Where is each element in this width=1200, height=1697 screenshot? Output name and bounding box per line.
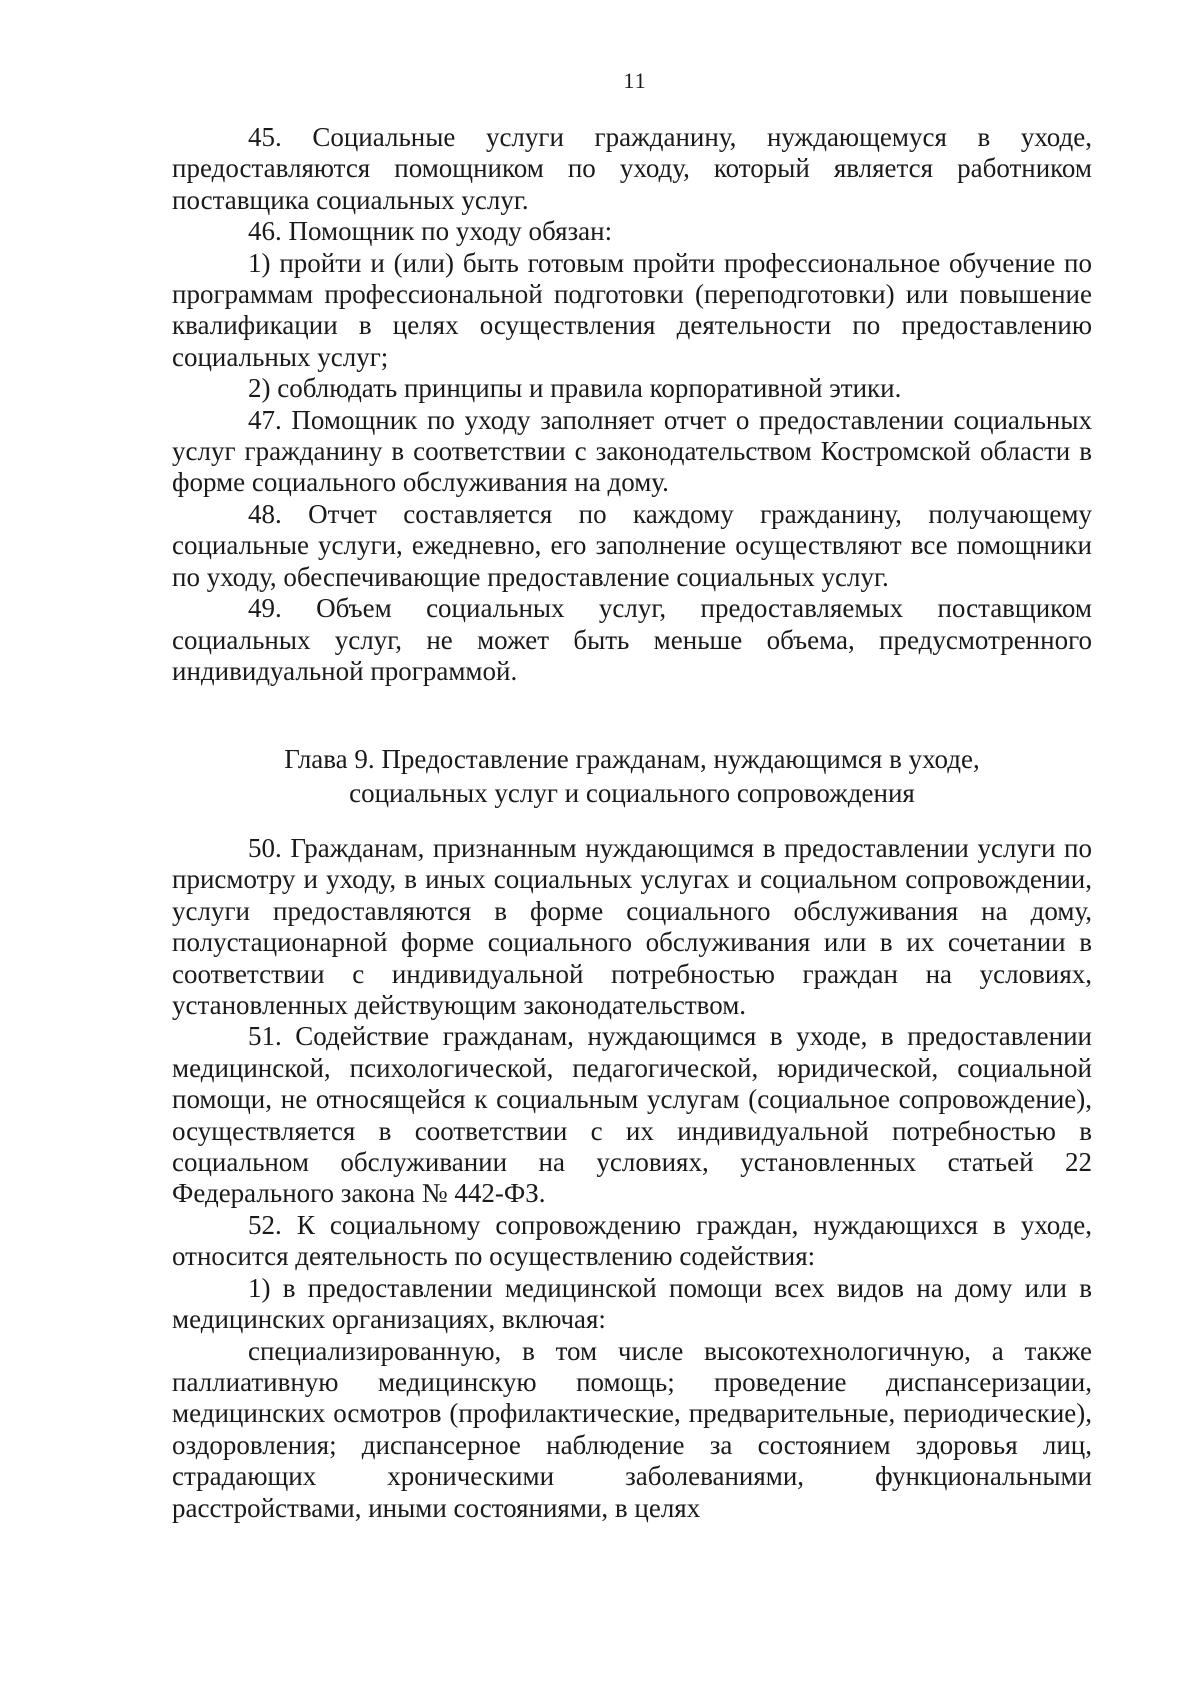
- paragraph-45: 45. Социальные услуги гражданину, нуждающемуся в уходе, предоставляются помощником по уходу, который является работником поставщика социальных услуг.: [172, 122, 1092, 215]
- chapter-heading: [172, 742, 1092, 810]
- paragraph-46: 46. Помощник по уходу обязан:: [248, 216, 613, 247]
- paragraph-52: 52. К социальному сопровождению граждан, нуждающихся в уходе, относится деятельность по осуществлению содействия:: [172, 1209, 1092, 1272]
- paragraph-46-item-1: 1) пройти и (или) быть готовым пройти профессиональное обучение по программам профессиональной подготовки (переподготовки) или повышение квалификации в целях осуществления деятельности по предоставлению социальных услуг;: [172, 247, 1092, 372]
- section-paragraphs-50-52: [172, 833, 1092, 1524]
- paragraph-46-item-2: 2) соблюдать принципы и правила корпоративной этики.: [248, 373, 902, 404]
- paragraph-50: 50. Гражданам, признанным нуждающимся в предоставлении услуги по присмотру и уходу, в иных социальных услугах и социальном сопровождении, услуги предоставляются в форме социального обслуживания на дому, полустационарной форме социального обслуживания или в их сочетании в соответствии с индивидуальной потребностью граждан на условиях, установленных действующим законодательством.: [172, 833, 1092, 1021]
- paragraph-52-item-1-detail: специализированную, в том числе высокотехнологичную, а также паллиативную медицинскую помощь; проведение диспансеризации, медицинских осмотров (профилактические, предварительные, периодические), оздоровления; диспансерное наблюдение за состоянием здоровья лиц, страдающих хроническими заболеваниями, функциональными расстройствами, иными состояниями, в целях: [172, 1335, 1092, 1523]
- paragraph-49: 49. Объем социальных услуг, предоставляемых поставщиком социальных услуг, не может быть меньше объема, предусмотренного индивидуальной программой.: [172, 593, 1092, 686]
- section-paragraphs-45-49: [172, 122, 1092, 687]
- page-number: 11: [623, 68, 647, 93]
- paragraph-48: 48. Отчет составляется по каждому гражданину, получающему социальные услуги, ежедневно, его заполнение осуществляют все помощники по уходу, обеспечивающие предоставление социальных услуг.: [172, 498, 1092, 592]
- paragraph-47: 47. Помощник по уходу заполняет отчет о предоставлении социальных услуг гражданину в соответствии с законодательством Костромской области в форме социального обслуживания на дому.: [172, 404, 1092, 498]
- chapter-heading-line-2: социальных услуг и социального сопровождения: [349, 778, 915, 808]
- paragraph-52-item-1: 1) в предоставлении медицинской помощи всех видов на дому или в медицинских организациях, включая:: [172, 1272, 1092, 1335]
- chapter-heading-line-1: Глава 9. Предоставление гражданам, нуждающимся в уходе,: [284, 744, 980, 774]
- paragraph-51: 51. Содействие гражданам, нуждающимся в уходе, в предоставлении медицинской, психологической, педагогической, юридической, социальной помощи, не относящейся к социальным услугам (социальное сопровождение), осуществляется в соответствии с их индивидуальной потребностью в социальном обслуживании на условиях, установленных статьей 22 Федерального закона № 442-ФЗ.: [172, 1021, 1092, 1209]
